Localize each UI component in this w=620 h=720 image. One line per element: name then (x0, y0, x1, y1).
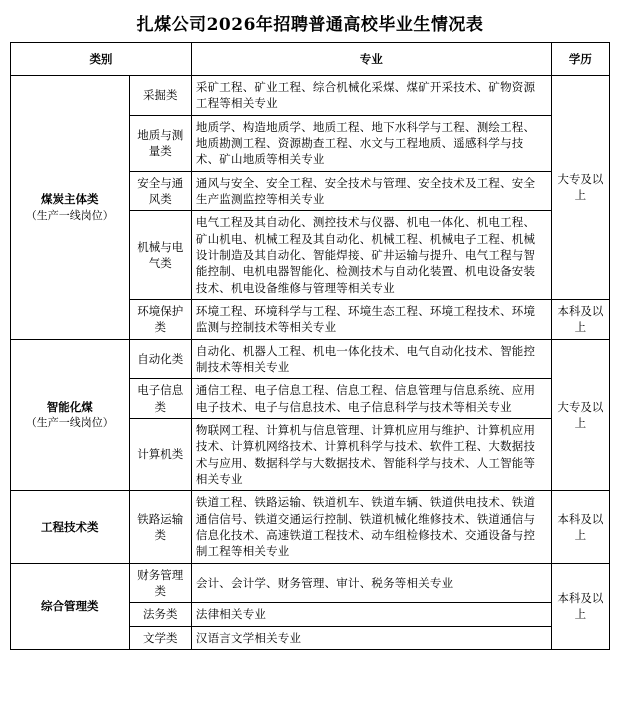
category-label: 智能化煤 (46, 399, 93, 414)
subcategory-cell: 自动化类 (129, 339, 191, 379)
category-label: 综合管理类 (41, 599, 99, 614)
subcategory-cell: 安全与通风类 (129, 171, 191, 211)
major-cell: 通信工程、电子信息工程、信息工程、信息管理与信息系统、应用电子技术、电子与信息技术、电子信息科学与技术等相关专业 (191, 379, 551, 419)
major-cell: 电气工程及其自动化、测控技术与仪器、机电一体化、机电工程、矿山机电、机械工程及其自动化、机械工程、机械电子工程、机械设计制造及其自动化、智能焊接、矿井运输与提升、电气工程与智能控制、电机电器智能化、检测技术与自动化装置、机电设备安装技术、机电设备维修与管理等相关专业 (191, 211, 551, 300)
subcategory-cell: 文学类 (129, 626, 191, 649)
subcategory-cell: 电子信息类 (129, 379, 191, 419)
major-cell: 环境工程、环境科学与工程、环境生态工程、环境工程技术、环境监测与控制技术等相关专业 (191, 299, 551, 339)
table-row (11, 76, 610, 116)
category-note: （生产一线岗位） (25, 208, 114, 222)
table-row (11, 339, 610, 379)
major-cell: 采矿工程、矿业工程、综合机械化采煤、煤矿开采技术、矿物资源工程等相关专业 (191, 76, 551, 116)
table-body (11, 76, 610, 650)
subcategory-cell: 地质与测量类 (129, 115, 191, 171)
table-row (11, 563, 610, 603)
subcategory-cell: 环境保护类 (129, 299, 191, 339)
major-cell: 通风与安全、安全工程、安全技术与管理、安全技术及工程、安全生产监测监控等相关专业 (191, 171, 551, 211)
major-cell: 自动化、机器人工程、机电一体化技术、电气自动化技术、智能控制技术等相关专业 (191, 339, 551, 379)
category-label: 工程技术类 (41, 519, 99, 534)
major-cell: 汉语言文学相关专业 (191, 626, 551, 649)
major-cell: 会计、会计学、财务管理、审计、税务等相关专业 (191, 563, 551, 603)
subcategory-cell: 计算机类 (129, 418, 191, 490)
subcategory-cell: 铁路运输类 (129, 491, 191, 563)
table-row (11, 491, 610, 563)
subcategory-cell: 财务管理类 (129, 563, 191, 603)
header-category: 类别 (11, 43, 192, 76)
education-cell: 大专及以上 (551, 339, 609, 491)
category-label: 煤炭主体类 (41, 192, 99, 207)
category-cell (11, 491, 130, 563)
major-cell: 法律相关专业 (191, 603, 551, 626)
subcategory-cell: 机械与电气类 (129, 211, 191, 300)
recruitment-table (10, 42, 610, 650)
major-cell: 铁道工程、铁路运输、铁道机车、铁道车辆、铁道供电技术、铁道通信信号、铁道交通运行控制、铁道机械化维修技术、铁道通信与信息化技术、高速铁道工程技术、动车组检修技术、交通设备与控制工程等相关专业 (191, 491, 551, 563)
major-cell: 物联网工程、计算机与信息管理、计算机应用与维护、计算机应用技术、计算机网络技术、计算机科学与技术、软件工程、大数据技术与应用、数据科学与大数据技术、智能科学与技术、人工智能等相关专业 (191, 418, 551, 490)
header-major: 专业 (191, 43, 551, 76)
table-header (11, 43, 610, 76)
education-cell: 本科及以上 (551, 491, 609, 563)
header-education: 学历 (551, 43, 609, 76)
education-cell: 本科及以上 (551, 563, 609, 649)
major-cell: 地质学、构造地质学、地质工程、地下水科学与工程、测绘工程、地质勘测工程、资源勘查工程、水文与工程地质、遥感科学与技术、矿山地质等相关专业 (191, 115, 551, 171)
education-cell: 本科及以上 (551, 299, 609, 339)
education-cell: 大专及以上 (551, 76, 609, 300)
page-title: 扎煤公司2026年招聘普通高校毕业生情况表 (136, 15, 484, 35)
subcategory-cell: 采掘类 (129, 76, 191, 116)
category-note: （生产一线岗位） (25, 416, 114, 430)
category-cell (11, 563, 130, 649)
subcategory-cell: 法务类 (129, 603, 191, 626)
category-cell (11, 339, 130, 491)
category-cell (11, 76, 130, 340)
